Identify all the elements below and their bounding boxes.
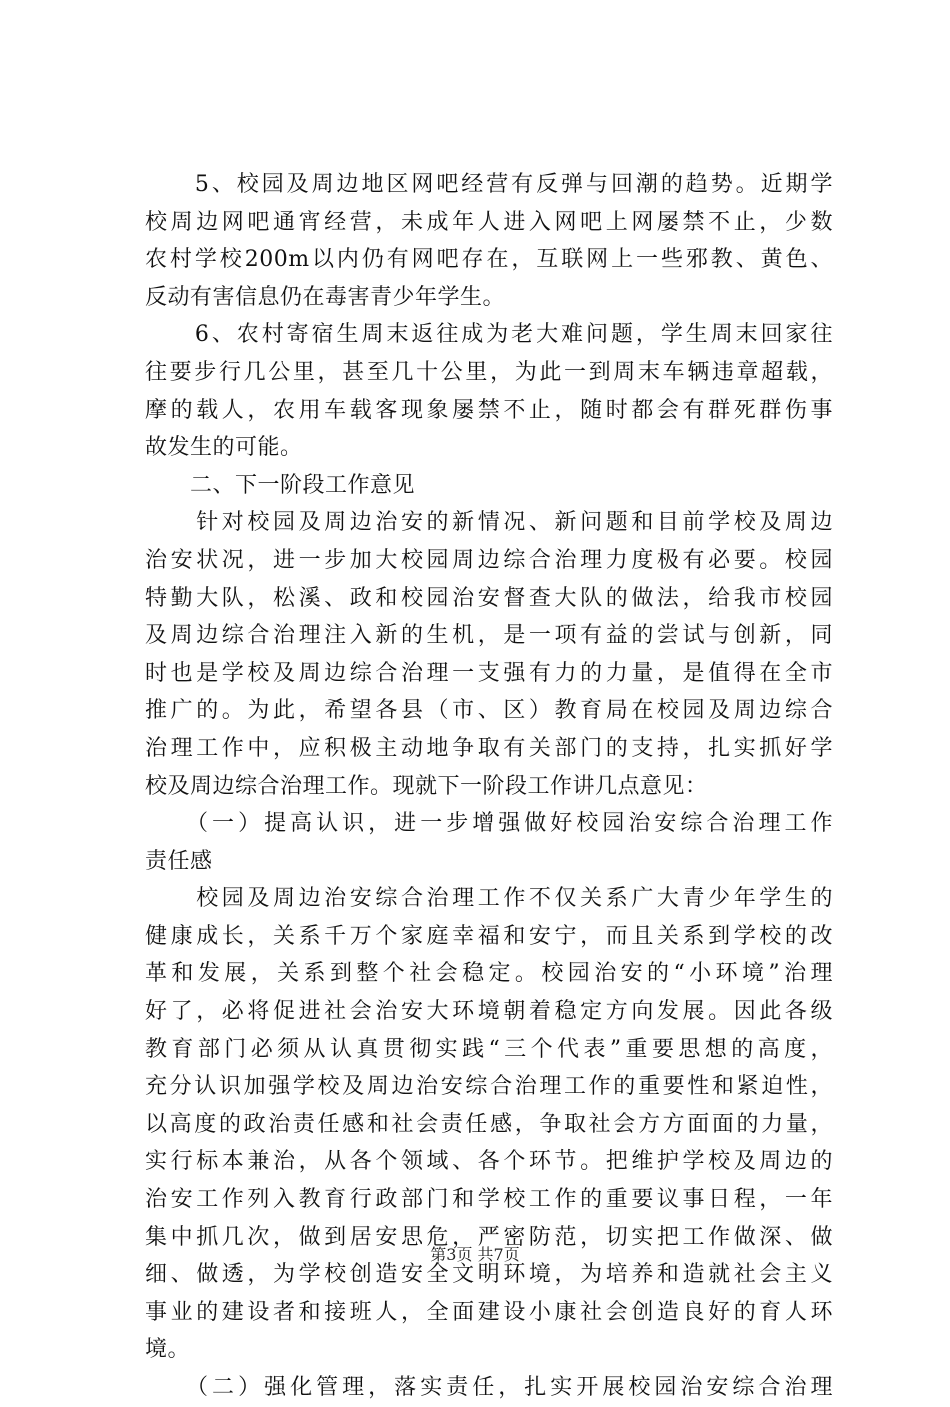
text-line: 治理工作中，应积极主动地争取有关部门的支持，扎实抓好学 bbox=[145, 735, 833, 761]
text-line: 特勤大队，松溪、政和校园治安督查大队的做法，给我市校园 bbox=[145, 585, 833, 611]
text-line: 责任感 bbox=[145, 848, 213, 874]
text-line: （一）提高认识，进一步增强做好校园治安综合治理工作 bbox=[145, 811, 833, 837]
text-line: 5、校园及周边地区网吧经营有反弹与回潮的趋势。近期学 bbox=[145, 172, 833, 197]
document-body bbox=[145, 166, 833, 1407]
text-line: 事业的建设者和接班人，全面建设小康社会创造良好的育人环 bbox=[145, 1299, 833, 1325]
text-line: 境。 bbox=[145, 1337, 191, 1363]
text-line: 二、下一阶段工作意见 bbox=[145, 472, 416, 498]
text-line: 6、农村寄宿生周末返往成为老大难问题，学生周末回家往 bbox=[145, 322, 833, 348]
text-line: 好了，必将促进社会治安大环境朝着稳定方向发展。因此各级 bbox=[145, 999, 833, 1025]
text-line: 治安工作列入教育行政部门和学校工作的重要议事日程，一年 bbox=[145, 1187, 833, 1213]
text-line: 教育部门必须从认真贯彻实践“三个代表”重要思想的高度， bbox=[145, 1036, 833, 1062]
text-line: 及周边综合治理注入新的生机，是一项有益的尝试与创新，同 bbox=[145, 623, 833, 649]
text-line: 校园及周边治安综合治理工作不仅关系广大青少年学生的 bbox=[145, 886, 833, 912]
text-line: 校周边网吧通宵经营，未成年人进入网吧上网屡禁不止，少数 bbox=[145, 209, 833, 235]
text-line: 治安状况，进一步加大校园周边综合治理力度极有必要。校园 bbox=[145, 547, 833, 573]
text-line: （二）强化管理，落实责任，扎实开展校园治安综合治理 bbox=[145, 1375, 833, 1400]
text-line: 以高度的政治责任感和社会责任感，争取社会方方面面的力量， bbox=[145, 1111, 833, 1137]
text-line: 充分认识加强学校及周边治安综合治理工作的重要性和紧迫性， bbox=[145, 1074, 833, 1100]
text-line: 集中抓几次，做到居安思危，严密防范，切实把工作做深、做 bbox=[145, 1224, 833, 1250]
text-line: 故发生的可能。 bbox=[145, 435, 303, 461]
text-line: 针对校园及周边治安的新情况、新问题和目前学校及周边 bbox=[145, 510, 833, 536]
text-line: 实行标本兼治，从各个领域、各个环节。把维护学校及周边的 bbox=[145, 1149, 833, 1175]
page-number-footer: 第3页 共7页 bbox=[430, 1245, 520, 1264]
text-line: 反动有害信息仍在毒害青少年学生。 bbox=[145, 284, 506, 310]
text-line: 往要步行几公里，甚至几十公里，为此一到周末车辆违章超载， bbox=[145, 359, 833, 385]
text-line: 时也是学校及周边综合治理一支强有力的力量，是值得在全市 bbox=[145, 660, 833, 686]
text-line: 农村学校200m以内仍有网吧存在，互联网上一些邪教、黄色、 bbox=[145, 247, 833, 273]
text-line: 摩的载人，农用车载客现象屡禁不止，随时都会有群死群伤事 bbox=[145, 397, 833, 423]
text-line: 革和发展，关系到整个社会稳定。校园治安的“小环境”治理 bbox=[145, 961, 833, 987]
text-line: 细、做透，为学校创造安全文明环境，为培养和造就社会主义 bbox=[145, 1262, 833, 1288]
text-line: 健康成长，关系千万个家庭幸福和安宁，而且关系到学校的改 bbox=[145, 923, 833, 949]
text-line: 推广的。为此，希望各县（市、区）教育局在校园及周边综合 bbox=[145, 698, 833, 724]
text-line: 校及周边综合治理工作。现就下一阶段工作讲几点意见： bbox=[145, 773, 708, 799]
